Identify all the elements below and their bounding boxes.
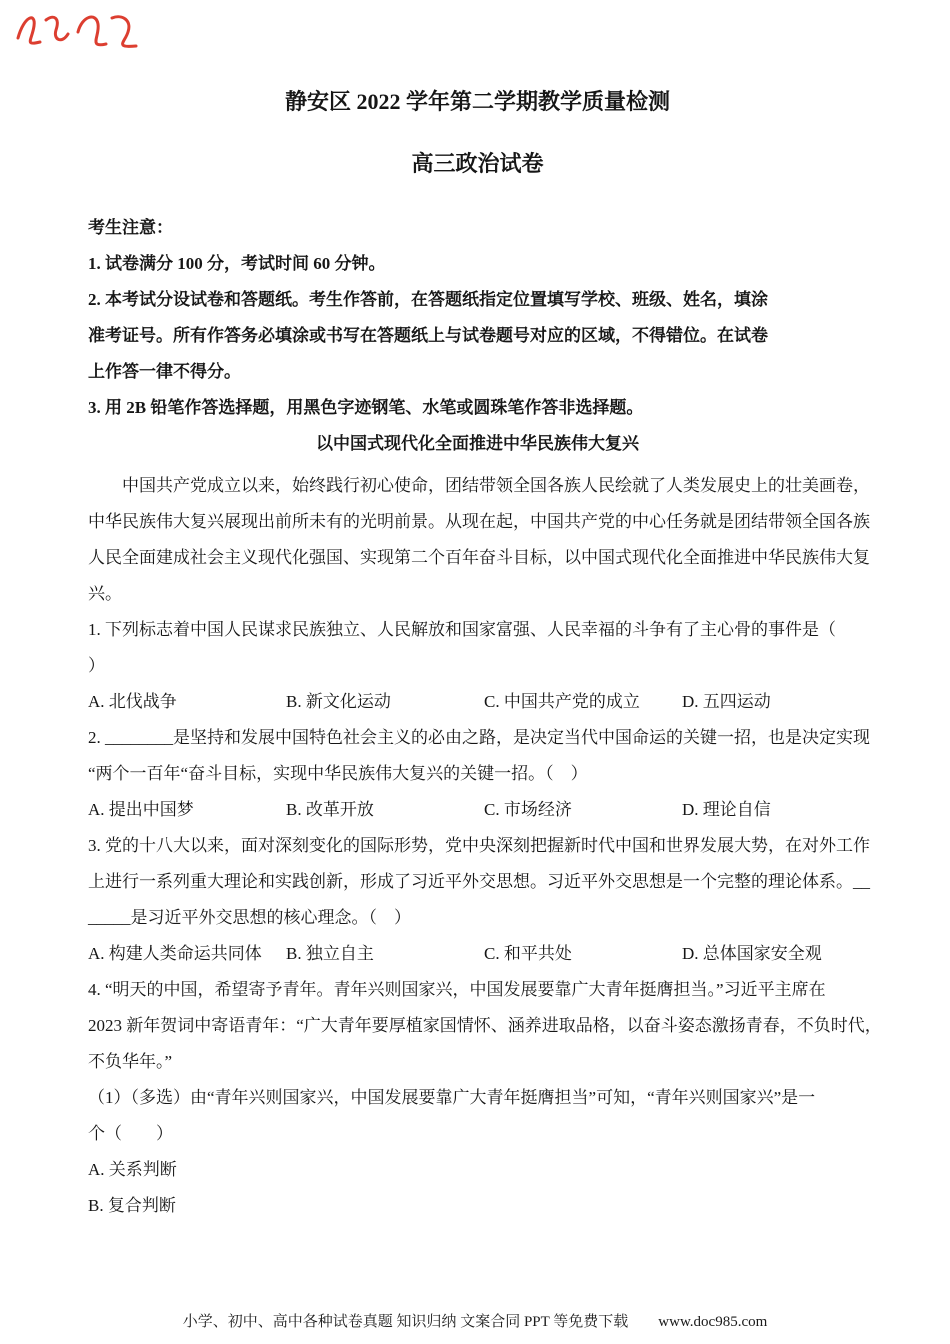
question-4-line-2: 2023 新年贺词中寄语青年：“广大青年要厚植家国情怀、涵养进取品格，以奋斗姿态激扬青春，不负时代， <box>88 1016 882 1035</box>
question-3-line-2: 上进行一系列重大理论和实践创新，形成了习近平外交思想。习近平外交思想是一个完整的理论体系。__ <box>88 872 870 891</box>
q1-option-b: B. 新文化运动 <box>286 692 391 711</box>
question-3-line-1: 3. 党的十八大以来，面对深刻变化的国际形势，党中央深刻把握新时代中国和世界发展大势，在对外工作 <box>88 836 870 855</box>
notice-line-1: 1. 试卷满分 100 分，考试时间 60 分钟。 <box>88 254 386 273</box>
q1-option-d: D. 五四运动 <box>682 692 771 711</box>
notice-heading: 考生注意： <box>88 218 173 237</box>
question-4-sub1-line-2: 个（ ） <box>88 1124 173 1143</box>
question-1 <box>88 612 867 720</box>
q3-option-b: B. 独立自主 <box>286 944 374 963</box>
q3-option-d: D. 总体国家安全观 <box>682 944 822 963</box>
document-body <box>88 86 882 1224</box>
question-4-line-1: 4. “明天的中国，希望寄予青年。青年兴则国家兴，中国发展要靠广大青年挺膺担当。”习近平主席在 <box>88 980 826 999</box>
question-4 <box>88 972 882 1224</box>
essay-line-4: 兴。 <box>88 584 122 603</box>
essay-line-1: 中国共产党成立以来，始终践行初心使命，团结带领全国各族人民绘就了人类发展史上的壮美画卷， <box>122 476 870 495</box>
essay-line-3: 人民全面建成社会主义现代化强国、实现第二个百年奋斗目标，以中国式现代化全面推进中华民族伟大复 <box>88 548 870 567</box>
question-1-line-2: ） <box>88 656 105 675</box>
notice-line-2: 2. 本考试分设试卷和答题纸。考生作答前，在答题纸指定位置填写学校、班级、姓名，填涂 <box>88 290 768 309</box>
question-3 <box>88 828 870 972</box>
notice-line-5: 3. 用 2B 铅笔作答选择题，用黑色字迹钢笔、水笔或圆珠笔作答非选择题。 <box>88 398 644 417</box>
notice-section <box>88 210 867 426</box>
q4-sub1-option-b: B. 复合判断 <box>88 1196 176 1215</box>
q3-option-c: C. 和平共处 <box>484 944 572 963</box>
essay-title: 以中国式现代化全面推进中华民族伟大复兴 <box>316 434 639 453</box>
q2-option-a: A. 提出中国梦 <box>88 800 194 819</box>
question-2-line-2: “两个一百年“奋斗目标，实现中华民族伟大复兴的关键一招。（ ） <box>88 764 588 783</box>
page-footer <box>0 1312 950 1332</box>
q2-option-d: D. 理论自信 <box>682 800 771 819</box>
question-3-options <box>88 936 867 972</box>
notice-line-3: 准考证号。所有作答务必填涂或书写在答题纸上与试卷题号对应的区域，不得错位。在试卷 <box>88 326 768 345</box>
notice-line-4: 上作答一律不得分。 <box>88 362 241 381</box>
q1-option-a: A. 北伐战争 <box>88 692 177 711</box>
footer-url: www.doc985.com <box>658 1314 768 1330</box>
q2-option-c: C. 市场经济 <box>484 800 572 819</box>
q3-option-a: A. 构建人类命运共同体 <box>88 944 262 963</box>
question-4-sub1-line-1: （1）（多选）由“青年兴则国家兴，中国发展要靠广大青年挺膺担当”可知，“青年兴则国家兴”是一 <box>88 1088 816 1107</box>
exam-title: 静安区 2022 学年第二学期教学质量检测 <box>284 89 670 114</box>
footer-text: 小学、初中、高中各种试卷真题 知识归纳 文案合同 PPT 等免费下载 <box>182 1314 629 1330</box>
question-3-line-3: _____是习近平外交思想的核心理念。（ ） <box>88 908 411 927</box>
question-1-line-1: 1. 下列标志着中国人民谋求民族独立、人民解放和国家富强、人民幸福的斗争有了主心骨的事件是（ <box>88 620 836 639</box>
q4-sub1-option-a: A. 关系判断 <box>88 1160 177 1179</box>
question-1-options <box>88 684 867 720</box>
question-4-line-3: 不负华年。” <box>88 1052 173 1071</box>
essay-line-2: 中华民族伟大复兴展现出前所未有的光明前景。从现在起，中国共产党的中心任务就是团结带领全国各族 <box>88 512 870 531</box>
essay-paragraph <box>88 468 870 612</box>
red-ink-scribble-mark <box>10 4 145 60</box>
exam-subtitle: 高三政治试卷 <box>411 151 544 176</box>
q1-option-c: C. 中国共产党的成立 <box>484 692 640 711</box>
question-2 <box>88 720 870 828</box>
q2-option-b: B. 改革开放 <box>286 800 374 819</box>
question-2-options <box>88 792 867 828</box>
question-2-line-1: 2. ________是坚持和发展中国特色社会主义的必由之路，是决定当代中国命运的关键一招，也是决定实现 <box>88 728 870 747</box>
